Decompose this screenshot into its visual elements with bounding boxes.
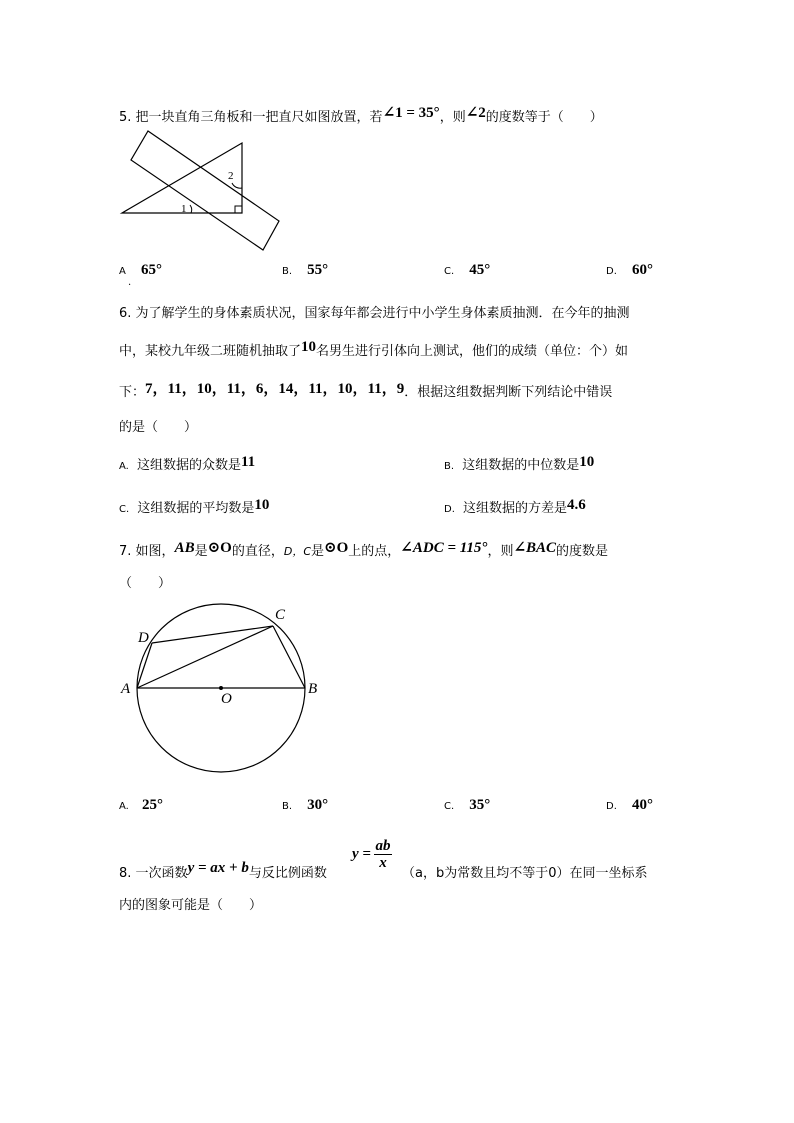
q5-target-angle: ∠2 <box>465 105 486 121</box>
q5-angle-1-arc <box>190 205 192 213</box>
q7-line-2: （ ） <box>119 576 172 591</box>
q8-line-1: 8. 一次函数y = ax + b与反比例函数 <box>119 860 327 881</box>
q7-line-1: 7. 如图，AB是⊙O的直径，D，C是⊙O上的点，∠ADC = 115°，则∠BAC的度数是 <box>119 540 609 559</box>
q5-option-a-dot: . <box>128 277 132 288</box>
q7-label-a: A <box>121 681 131 697</box>
q7-segment-ad <box>137 643 152 688</box>
q5-option-c[interactable]: C. 45° <box>444 262 491 278</box>
q6-option-b[interactable]: B. 这组数据的中位数是10 <box>444 454 595 473</box>
q7-condition: ∠ADC = 115° <box>400 540 488 556</box>
q5-option-b[interactable]: B. 55° <box>282 262 329 278</box>
q5-angle-2-arc <box>232 183 242 188</box>
q7-center-point <box>219 686 223 690</box>
q7-option-a[interactable]: A. 25° <box>119 797 163 813</box>
q5-label-2: 2 <box>228 170 234 182</box>
q8-line-1-tail: （a，b为常数且均不等于0）在同一坐标系 <box>402 866 648 881</box>
q8-number: 8. <box>119 866 132 881</box>
q5-figure <box>118 128 286 256</box>
q6-line-4: 的是（ ） <box>119 420 198 435</box>
q6-line-2: 中，某校九年级二班随机抽取了10名男生进行引体向上测试，他们的成绩（单位：个）如 <box>119 339 629 359</box>
q8-line-2: 内的图象可能是（ ） <box>119 898 263 913</box>
q5-option-a[interactable]: A 65° <box>119 262 162 278</box>
q7-figure <box>116 600 326 780</box>
q7-label-d: D <box>138 630 149 646</box>
q8-inverse-function: y = ab x <box>352 838 391 871</box>
q5-option-d[interactable]: D. 60° <box>606 262 653 278</box>
q7-number: 7. <box>119 544 132 559</box>
q8-linear-function: y = ax + b <box>187 860 249 876</box>
q8-fraction: ab x <box>375 838 391 871</box>
q7-label-o: O <box>221 691 232 707</box>
q6-count: 10 <box>301 339 317 355</box>
q5-right-angle-mark <box>235 206 242 213</box>
q6-number: 6. <box>119 306 132 321</box>
q7-option-c[interactable]: C. 35° <box>444 797 491 813</box>
q6-line-1: 6. 为了解学生的身体素质状况，国家每年都会进行中小学生身体素质抽测．在今年的抽测 <box>119 306 630 321</box>
q5-stem: 5. 把一块直角三角板和一把直尺如图放置，若∠1 = 35°，则∠2的度数等于（ ） <box>119 105 603 125</box>
q6-data-list: 7，11，10，11，6，14，11，10，11，9 <box>145 381 405 397</box>
q7-label-b: B <box>308 681 318 697</box>
q7-target-angle: ∠BAC <box>513 540 557 556</box>
q7-segment-cb <box>273 626 305 688</box>
q6-line-3: 下：7，11，10，11，6，14，11，10，11，9．根据这组数据判断下列结论中错误 <box>119 381 613 400</box>
q7-option-b[interactable]: B. 30° <box>282 797 329 813</box>
q5-label-1: 1 <box>181 203 187 215</box>
q5-number: 5. <box>119 110 132 125</box>
q6-option-d[interactable]: D. 这组数据的方差是4.6 <box>444 497 586 516</box>
q5-condition: ∠1 = 35° <box>382 105 440 121</box>
q6-option-a[interactable]: A. 这组数据的众数是11 <box>119 454 256 473</box>
q7-option-d[interactable]: D. 40° <box>606 797 653 813</box>
q5-ruler <box>131 131 279 250</box>
q6-option-c[interactable]: C. 这组数据的平均数是10 <box>119 497 270 516</box>
q7-label-c: C <box>275 607 286 623</box>
